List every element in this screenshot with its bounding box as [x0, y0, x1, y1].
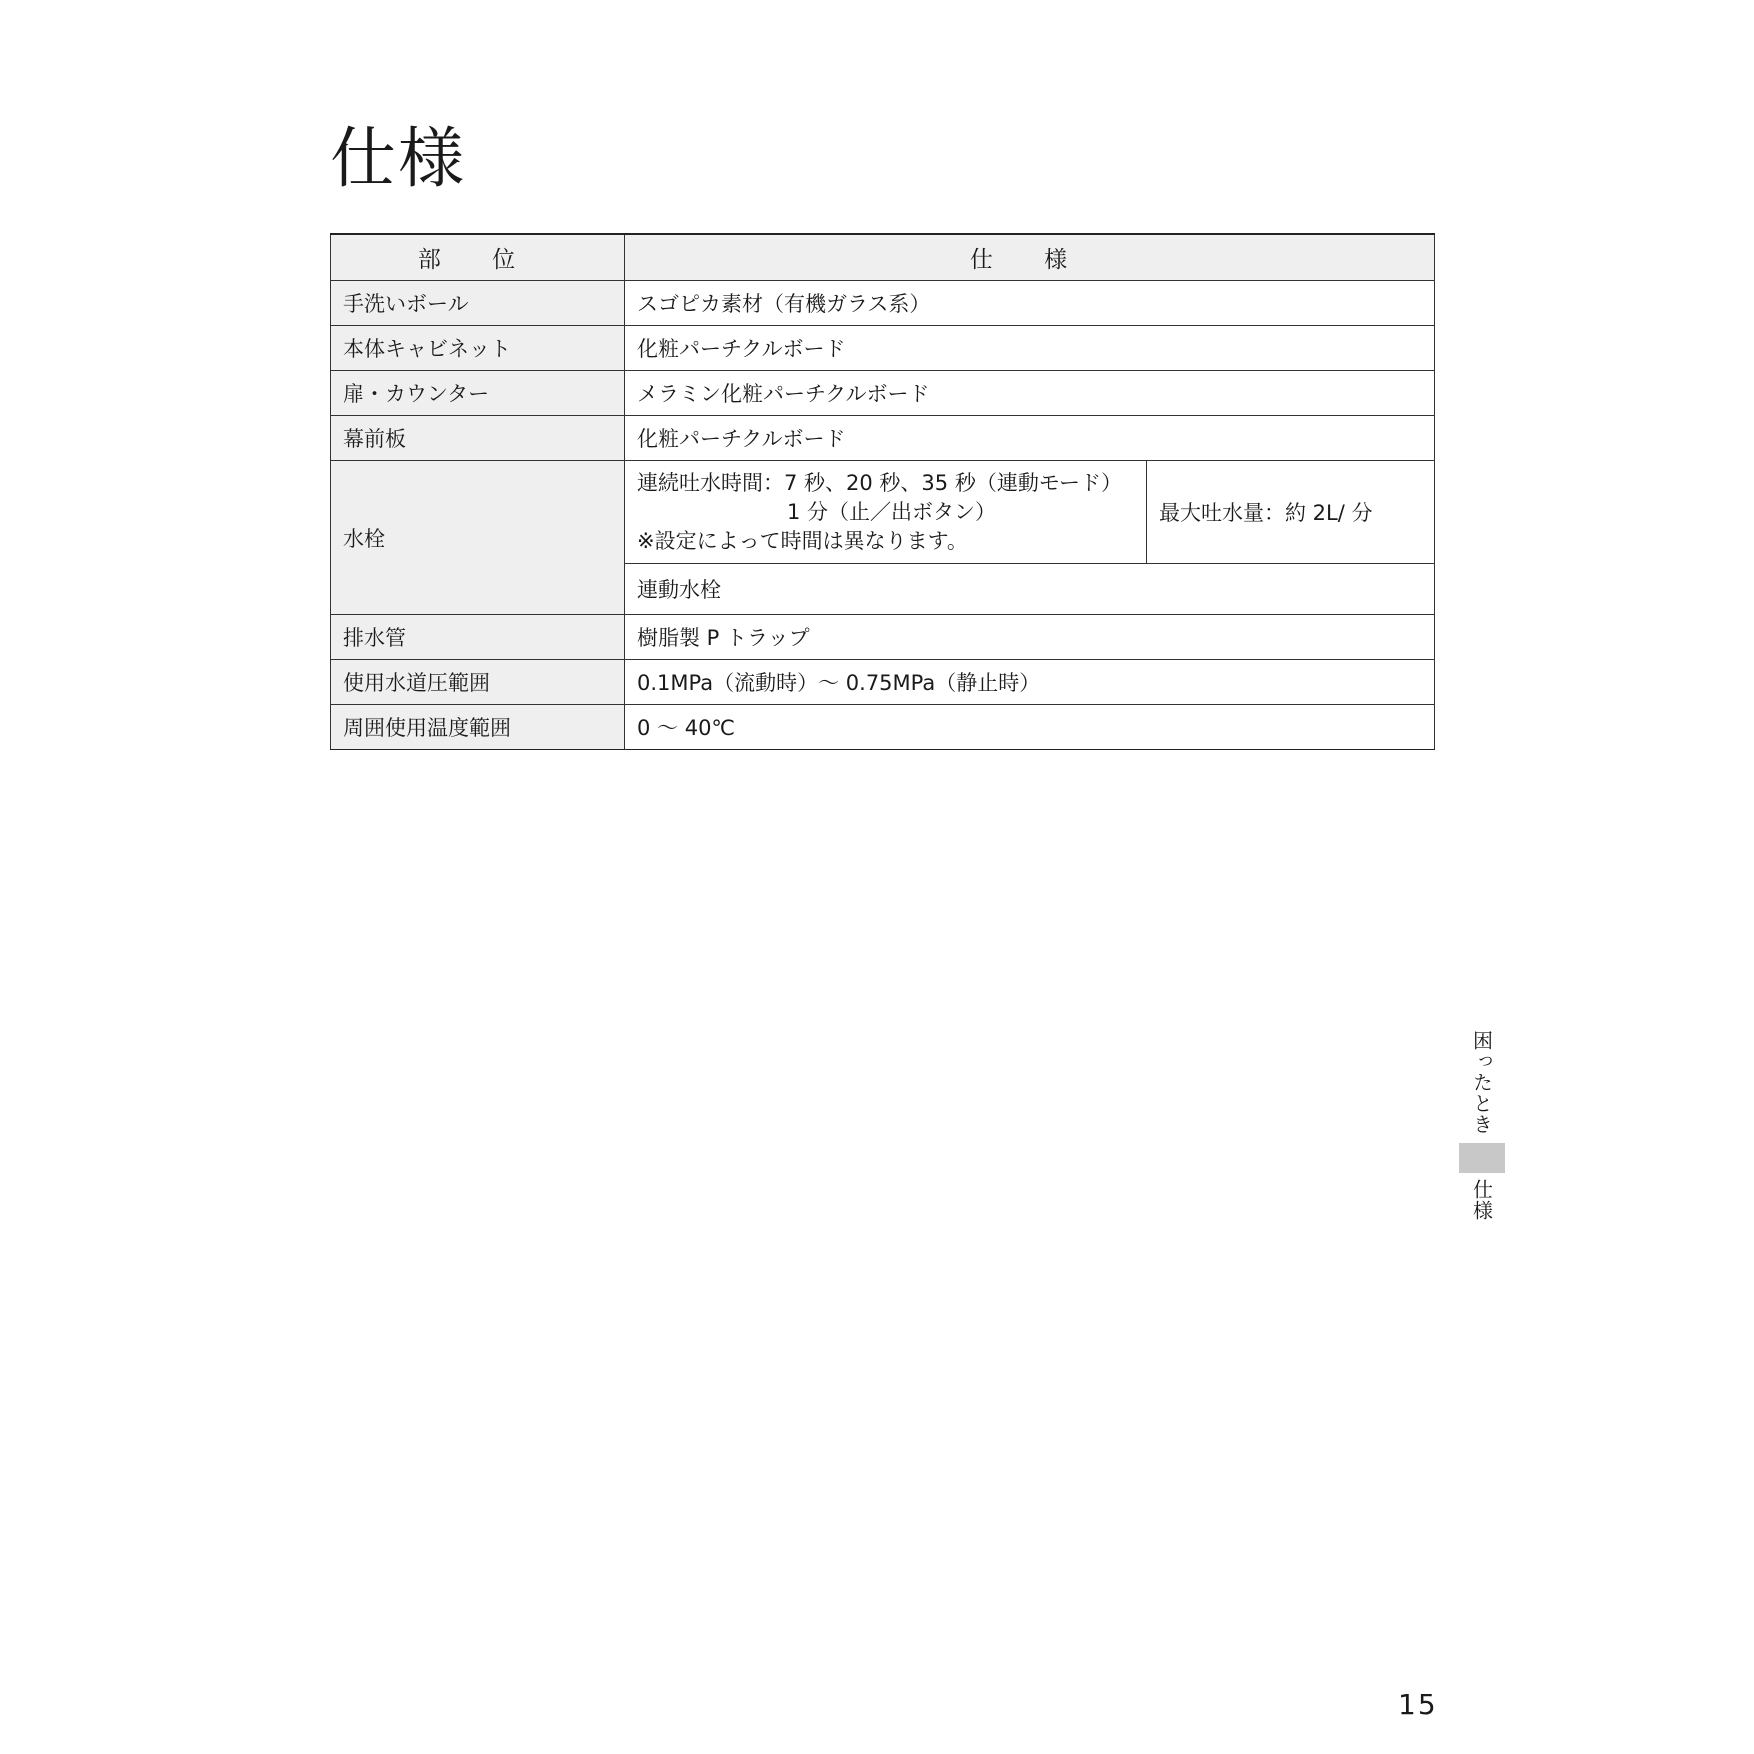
side-tab-section: 困ったとき	[1469, 1030, 1494, 1135]
header-part: 部 位	[331, 234, 625, 281]
page-title: 仕様	[330, 120, 466, 197]
faucet-timing-cell	[625, 461, 1147, 564]
table-header-row	[331, 234, 1435, 281]
row-spec: 0 ～ 40℃	[625, 705, 1435, 750]
row-part: 水栓	[331, 461, 625, 615]
row-spec: メラミン化粧パーチクルボード	[625, 371, 1435, 416]
row-spec: 化粧パーチクルボード	[625, 416, 1435, 461]
table-row	[331, 326, 1435, 371]
page-number: 15	[1398, 1688, 1438, 1721]
faucet-timing-line-2: 1 分（止／出ボタン）	[787, 499, 997, 524]
table-row	[331, 615, 1435, 660]
table-row	[331, 416, 1435, 461]
specification-table	[330, 233, 1435, 750]
row-spec: 樹脂製 P トラップ	[625, 615, 1435, 660]
faucet-max-flow: 最大吐水量：約 2L/ 分	[1147, 461, 1435, 564]
side-section-tab	[1458, 1030, 1506, 1221]
row-part: 扉・カウンター	[331, 371, 625, 416]
faucet-timing-line: 連続吐水時間：7 秒、20 秒、35 秒（連動モード）	[637, 470, 1122, 495]
faucet-note: ※設定によって時間は異なります。	[637, 528, 968, 553]
header-spec: 仕 様	[625, 234, 1435, 281]
side-tab-current: 仕様	[1469, 1179, 1494, 1221]
table-row	[331, 281, 1435, 326]
row-part: 幕前板	[331, 416, 625, 461]
row-spec: 0.1MPa（流動時）～ 0.75MPa（静止時）	[625, 660, 1435, 705]
row-part: 本体キャビネット	[331, 326, 625, 371]
table-row-faucet	[331, 461, 1435, 564]
table-row	[331, 371, 1435, 416]
faucet-type: 連動水栓	[625, 564, 1435, 615]
row-part: 使用水道圧範囲	[331, 660, 625, 705]
row-part: 排水管	[331, 615, 625, 660]
table-row	[331, 705, 1435, 750]
row-part: 手洗いボール	[331, 281, 625, 326]
row-spec: 化粧パーチクルボード	[625, 326, 1435, 371]
table-row	[331, 660, 1435, 705]
side-tab-marker	[1459, 1143, 1505, 1173]
row-part: 周囲使用温度範囲	[331, 705, 625, 750]
row-spec: スゴピカ素材（有機ガラス系）	[625, 281, 1435, 326]
